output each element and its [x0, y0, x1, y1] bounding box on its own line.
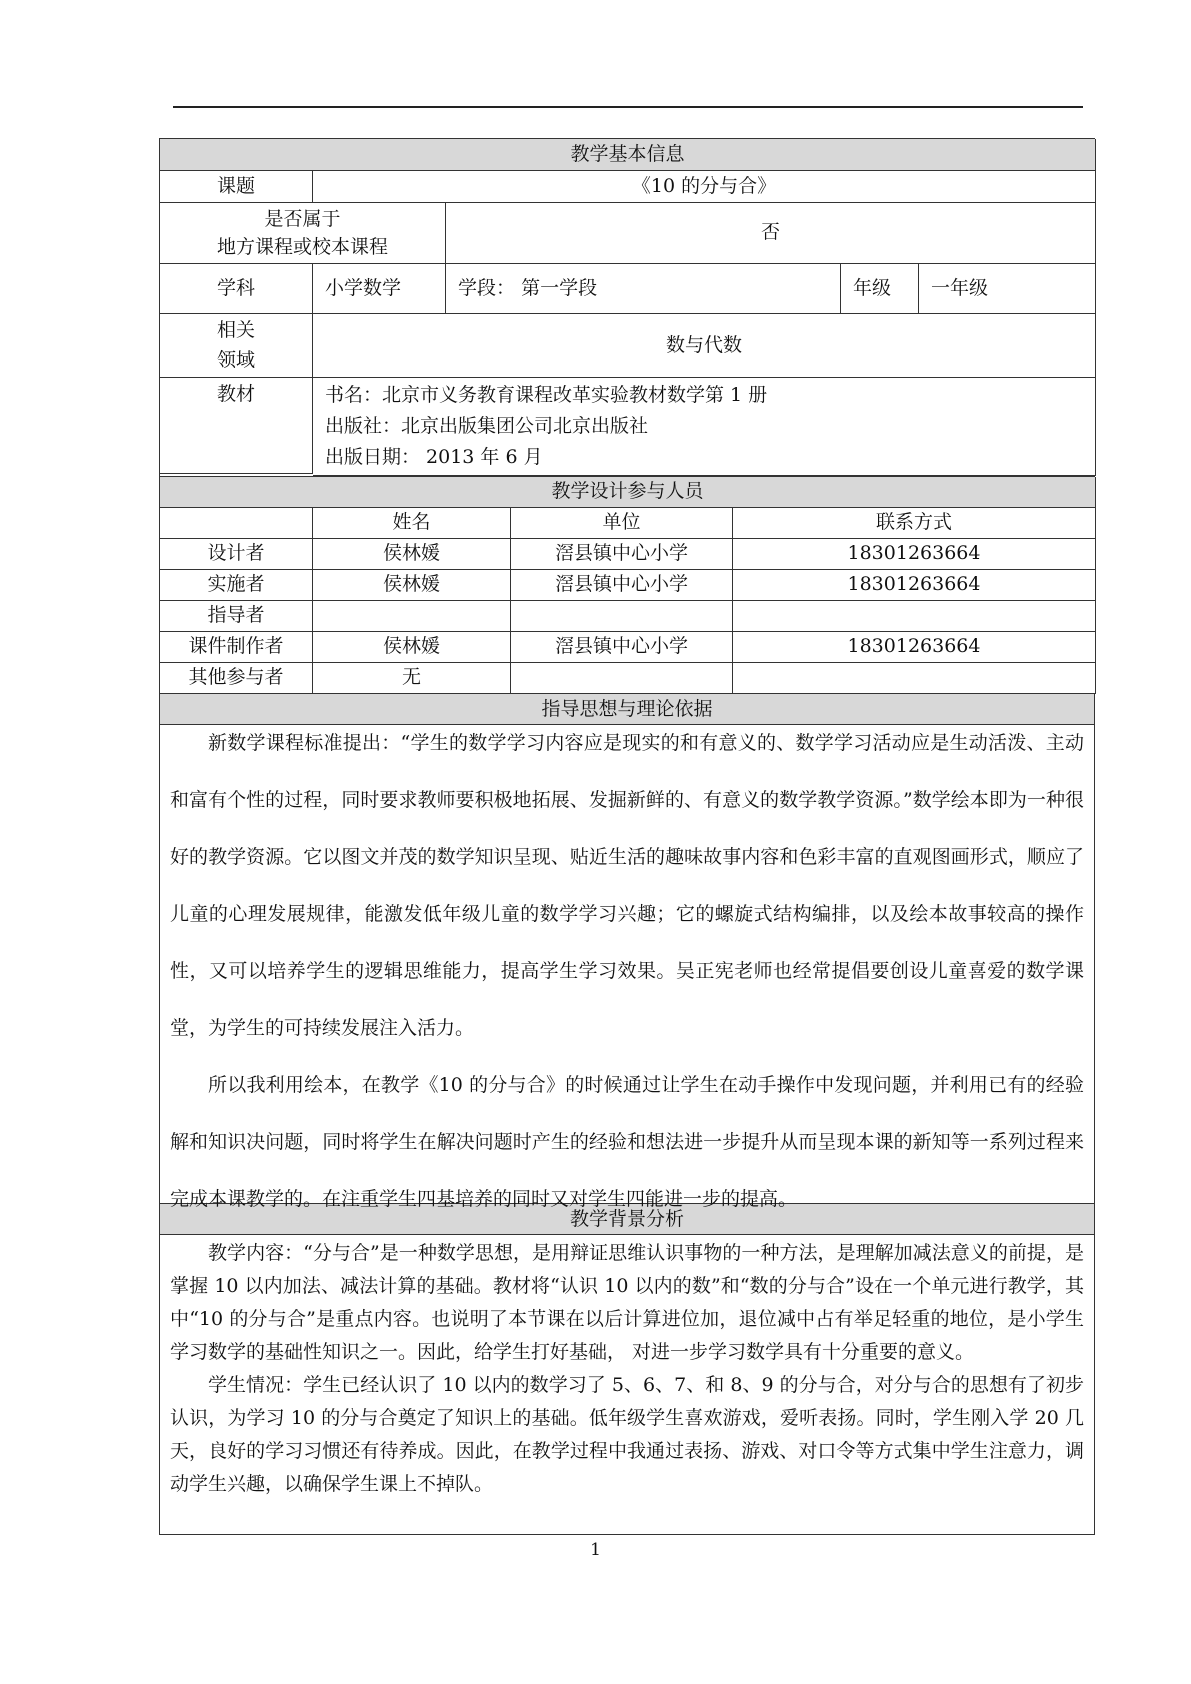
guiding-paragraph: 所以我利用绘本，在教学《10 的分与合》的时候通过让学生在动手操作中发现问题，并利用已有的经验解和知识决问题，同时将学生在解决问题时产生的经验和想法进一步提升从而呈现本课的新知等一系列过程来完成本课教学的。在注重学生四基培养的同时又对学生四能进一步的提高。: [170, 1074, 1084, 1210]
stage-cell: [446, 264, 841, 314]
participant-unit: 滘县镇中心小学: [511, 632, 733, 663]
participant-unit: 滘县镇中心小学: [511, 570, 733, 601]
textbook-title: 书名：北京市义务教育课程改革实验教材数学第 1 册: [325, 384, 768, 406]
textbook-publisher: 出版社：北京出版集团公司北京出版社: [325, 415, 649, 437]
participant-name: 侯林媛: [313, 570, 511, 601]
local-course-value: 否: [446, 203, 1096, 264]
domain-value: 数与代数: [313, 314, 1096, 378]
participants-col-name: 姓名: [313, 508, 511, 539]
participants-header: 教学设计参与人员: [160, 477, 1096, 508]
stage-value: 第一学段: [521, 276, 598, 299]
topic-value: 《10 的分与合》: [313, 171, 1096, 203]
guiding-header: 指导思想与理论依据: [159, 694, 1095, 725]
participant-role: 设计者: [160, 539, 313, 570]
domain-label-line2: 领域: [216, 348, 255, 371]
participant-name: 侯林媛: [313, 632, 511, 663]
participant-unit: [511, 601, 733, 632]
page-number: 1: [590, 1540, 601, 1560]
local-course-label-line2: 地方课程或校本课程: [216, 236, 388, 258]
domain-label: [160, 314, 313, 378]
participant-contact: 18301263664: [733, 632, 1096, 663]
participant-role: 课件制作者: [160, 632, 313, 663]
participant-contact: 18301263664: [733, 539, 1096, 570]
participant-role: 其他参与者: [160, 663, 313, 694]
background-body: [159, 1235, 1095, 1535]
guiding-paragraph: 新数学课程标准提出：“学生的数学学习内容应是现实的和有意义的、数学学习活动应是生动活泼、主动和富有个性的过程，同时要求教师要积极地拓展、发掘新鲜的、有意义的数学教学资源。”数学绘本即为一种很好的教学资源。它以图文并茂的数学知识呈现、贴近生活的趣味故事内容和色彩丰富的直观图画形式，顺应了儿童的心理发展规律，能激发低年级儿童的数学学习兴趣；它的螺旋式结构编排，以及绘本故事较高的操作性，又可以培养学生的逻辑思维能力，提高学生学习效果。吴正宪老师也经常提倡要创设儿童喜爱的数学课堂，为学生的可持续发展注入活力。: [170, 732, 1084, 1039]
stage-label: 学段：: [458, 276, 516, 299]
participants-col-contact: 联系方式: [733, 508, 1096, 539]
subject-value: 小学数学: [313, 264, 446, 314]
textbook-date: 出版日期： 2013 年 6 月: [325, 446, 543, 468]
local-course-label: [160, 203, 446, 264]
participant-name: 无: [313, 663, 511, 694]
participant-name: [313, 601, 511, 632]
lesson-plan-table: [159, 138, 1095, 1535]
basic-info-table: [159, 138, 1095, 476]
participant-contact: [733, 663, 1096, 694]
background-paragraph: 教学内容：“分与合”是一种数学思想，是用辩证思维认识事物的一种方法，是理解加减法意义的前提，是掌握 10 以内加法、减法计算的基础。教材将“认识 10 以内的数”和“数的分与合”设在一个单元进行教学，其中“10 的分与合”是重点内容。也说明了本节课在以后计算进位加，退位减中占有举足轻重的地位，是小学生学习数学的基础性知识之一。因此，给学生打好基础， 对进一步学习数学具有十分重要的意义。: [170, 1242, 1084, 1363]
grade-value: 一年级: [919, 264, 1096, 314]
participant-contact: 18301263664: [733, 570, 1096, 601]
domain-label-line1: 相关: [216, 319, 255, 342]
background-header: 教学背景分析: [159, 1204, 1095, 1235]
participant-unit: 滘县镇中心小学: [511, 539, 733, 570]
participants-table: [159, 476, 1095, 694]
participant-unit: [511, 663, 733, 694]
participant-contact: [733, 601, 1096, 632]
topic-label: 课题: [160, 171, 313, 203]
header-rule: [173, 106, 1083, 108]
basic-info-header: 教学基本信息: [160, 139, 1096, 171]
textbook-label: 教材: [160, 378, 313, 474]
subject-label: 学科: [160, 264, 313, 314]
guiding-body: [159, 715, 1095, 1210]
textbook-info: [313, 378, 1096, 476]
participant-name: 侯林媛: [313, 539, 511, 570]
grade-label: 年级: [841, 264, 919, 314]
participant-role: 实施者: [160, 570, 313, 601]
participant-role: 指导者: [160, 601, 313, 632]
participants-col-unit: 单位: [511, 508, 733, 539]
local-course-label-line1: 是否属于: [264, 207, 341, 230]
background-paragraph: 学生情况：学生已经认识了 10 以内的数学习了 5、6、7、和 8、9 的分与合，对分与合的思想有了初步认识，为学习 10 的分与合奠定了知识上的基础。低年级学生喜欢游戏，爱听表扬。同时，学生刚入学 20 几天，良好的学习习惯还有待养成。因此，在教学过程中我通过表扬、游戏、对口令等方式集中学生注意力，调动学生兴趣，以确保学生课上不掉队。: [170, 1374, 1084, 1495]
participants-col-role: [160, 508, 313, 539]
